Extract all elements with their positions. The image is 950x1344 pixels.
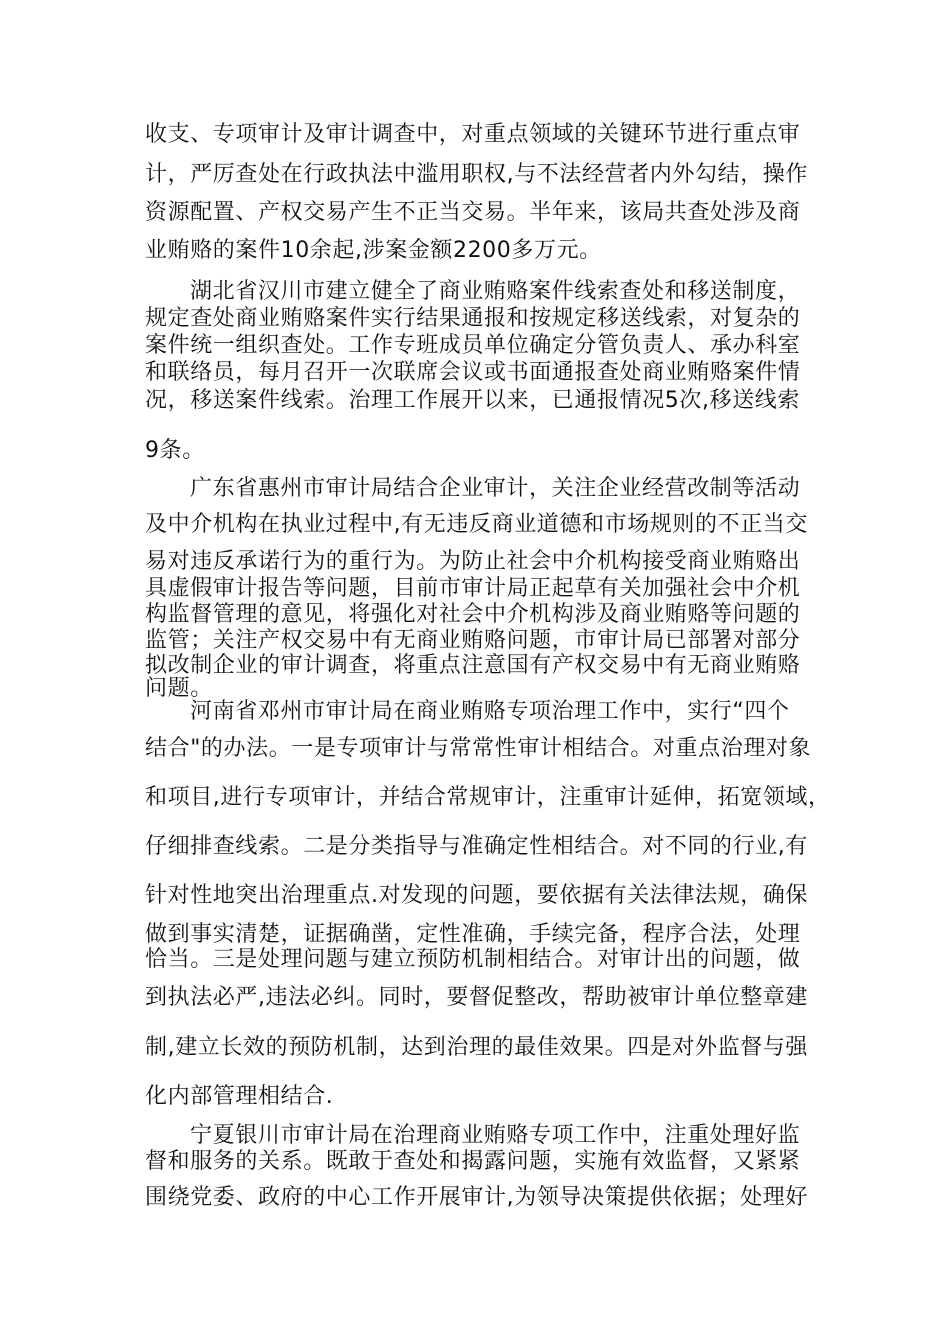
text-line: 易对违反承诺行为的重行为。为防止社会中介机构接受商业贿赂出 bbox=[145, 549, 801, 574]
text-line: 湖北省汉川市建立健全了商业贿赂案件线索查处和移送制度， bbox=[190, 279, 801, 304]
text-line: 和项目,进行专项审计，并结合常规审计，注重审计延伸，拓宽领域， bbox=[145, 785, 831, 810]
text-line: 围绕党委、政府的中心工作开展审计,为领导决策提供依据；处理好 bbox=[145, 1185, 808, 1210]
text-line: 及中介机构在执业过程中,有无违反商业道德和市场规则的不正当交 bbox=[145, 512, 808, 537]
text-line: 督和服务的关系。既敢于查处和揭露问题，实施有效监督，又紧紧 bbox=[145, 1149, 801, 1174]
text-line: 制,建立长效的预防机制，达到治理的最佳效果。四是对外监督与强 bbox=[145, 1035, 808, 1060]
text-line: 业贿赂的案件10余起,涉案金额2200多万元。 bbox=[145, 238, 602, 263]
text-line: 规定查处商业贿赂案件实行结果通报和按规定移送线索，对复杂的 bbox=[145, 306, 801, 331]
text-line: 具虚假审计报告等问题，目前市审计局正起草有关加强社会中介机 bbox=[145, 576, 801, 601]
text-line: 做到事实清楚，证据确凿，定性准确，手续完备，程序合法，处理 bbox=[145, 922, 801, 947]
text-line: 仔细排查线索。二是分类指导与准确定性相结合。对不同的行业,有 bbox=[145, 834, 808, 859]
text-line: 宁夏银川市审计局在治理商业贿赂专项工作中，注重处理好监 bbox=[190, 1123, 801, 1148]
text-line: 拟改制企业的审计调查，将重点注意国有产权交易中有无商业贿赂 bbox=[145, 653, 801, 678]
text-line: 结合"的办法。一是专项审计与常常性审计相结合。对重点治理对象 bbox=[145, 736, 812, 761]
text-line: 况，移送案件线索。治理工作展开以来，已通报情况5次,移送线索 bbox=[145, 388, 800, 413]
text-line: 资源配置、产权交易产生不正当交易。半年来，该局共查处涉及商 bbox=[145, 200, 801, 225]
text-line: 计，严厉查处在行政执法中滥用职权,与不法经营者内外勾结，操作 bbox=[145, 162, 808, 187]
text-line: 9条。 bbox=[145, 438, 205, 463]
text-line: 恰当。三是处理问题与建立预防机制相结合。对审计出的问题，做 bbox=[145, 947, 801, 972]
text-line: 到执法必严,违法必纠。同时，要督促整改，帮助被审计单位整章建 bbox=[145, 985, 808, 1010]
text-line: 收支、专项审计及审计调查中，对重点领域的关键环节进行重点审 bbox=[145, 122, 801, 147]
text-line: 化内部管理相结合. bbox=[145, 1084, 334, 1109]
text-line: 构监督管理的意见，将强化对社会中介机构涉及商业贿赂等问题的 bbox=[145, 602, 801, 627]
text-line: 问题。 bbox=[145, 676, 213, 701]
text-line: 针对性地突出治理重点.对发现的问题，要依据有关法律法规，确保 bbox=[145, 883, 808, 908]
text-line: 监管；关注产权交易中有无商业贿赂问题，市审计局已部署对部分 bbox=[145, 628, 801, 653]
text-line: 案件统一组织查处。工作专班成员单位确定分管负责人、承办科室 bbox=[145, 333, 801, 358]
text-line: 和联络员，每月召开一次联席会议或书面通报查处商业贿赂案件情 bbox=[145, 360, 801, 385]
text-line: 广东省惠州市审计局结合企业审计，关注企业经营改制等活动 bbox=[190, 476, 801, 501]
text-line: 河南省邓州市审计局在商业贿赂专项治理工作中，实行“四个 bbox=[190, 699, 790, 724]
